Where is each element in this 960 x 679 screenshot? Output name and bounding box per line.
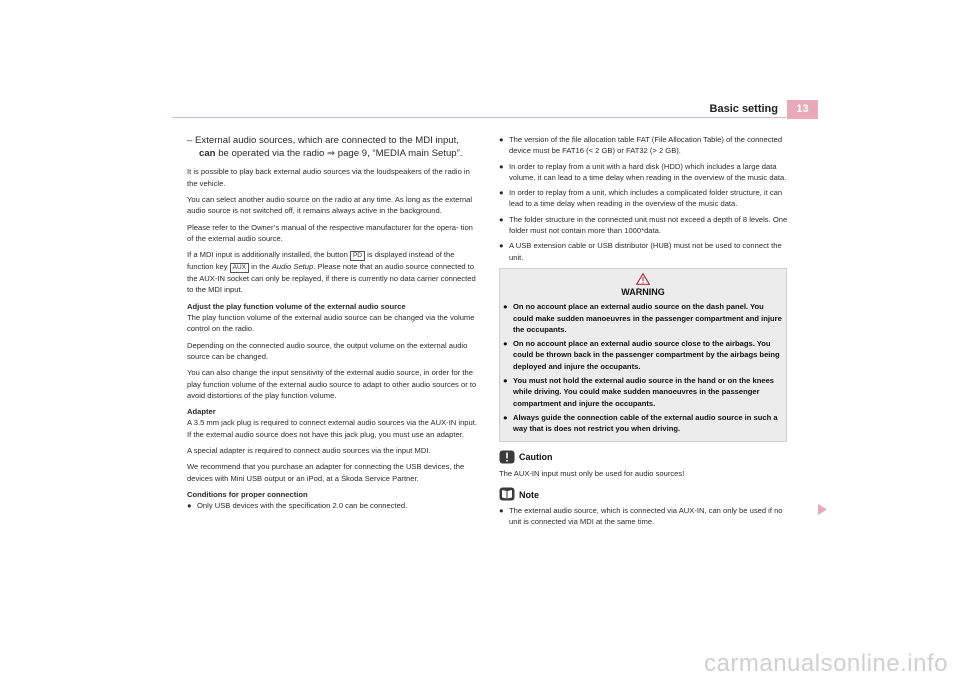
list-item-text: Only USB devices with the specification 2.0 can be connected. [197,501,408,511]
note-text: The external audio source, which is connected via AUX-IN, can only be used if no unit is connected via MDI at the same time. [509,505,783,527]
section-heading: Adapter [187,407,216,417]
right-column [499,134,789,531]
audio-setup-ref: Audio Setup [271,262,314,272]
instruction-step [187,134,477,160]
warning-triangle-icon [636,273,650,285]
warning-item [503,375,783,409]
instruction-link-text[interactable]: be operated via the radio ⇒ page 9, “MEDIA main Setup”. [218,148,463,160]
warning-item-text: You must not hold the external audio source in the hand or on the knees while driving. You could make sudden manoeuvres in the passenger compartment and injure the occupants. [513,376,775,408]
note-item [499,505,789,528]
warning-item-text: Always guide the connection cable of the external audio source in such a way that is does not restrict you when driving. [513,412,778,434]
paragraph: You can select another audio source on the radio at any time. As long as the external audio source is not switched off, it remains always active in the background. [187,195,473,216]
bullet-icon: ● [503,376,508,386]
paragraph: Please refer to the Owner’s manual of the respective manufacturer for the opera- tion of the external audio source. [187,222,473,243]
paragraph: We recommend that you purchase an adapter for connecting the USB devices, the devices with Mini USB output or an iPod, at a Škoda Service Partner. [187,462,465,483]
list-item [187,500,477,511]
instruction-bold: can [199,148,216,160]
left-column [187,134,477,516]
warning-item [503,412,783,435]
bullet-icon: ● [499,188,504,198]
bullet-icon: ● [187,501,192,511]
list-item-text: The version of the file allocation table FAT (File Allocation Table) of the connected device must be FAT16 (< 2 GB) or FAT32 (> 2 GB). [509,135,783,156]
warning-header [500,269,786,301]
text: in the [251,262,270,272]
next-page-arrow-icon[interactable] [818,504,827,515]
text: is displayed instead of the function key [187,250,455,272]
warning-item [503,301,783,335]
list-item [499,161,789,184]
paragraph-mdi [187,249,477,296]
caution-header [499,450,789,464]
section-heading: Adjust the play function volume of the external audio source [187,301,406,311]
instruction-text: – External audio sources, which are connected to the MDI input, [187,135,459,146]
list-item-text: A USB extension cable or USB distributor (HUB) must not be used to connect the unit. [509,241,782,262]
list-item-text: The folder structure in the connected unit must not exceed a depth of 8 levels. One folder must not contain more than 1000*data. [509,214,788,236]
list-item [499,214,789,237]
paragraph: A 3.5 mm jack plug is required to connect external audio sources via the AUX-IN input. If the external audio source does not have this jack plug, you must use an adapter. [187,418,477,439]
bullet-icon: ● [499,214,504,224]
bullet-icon: ● [499,241,504,251]
paragraph: Depending on the connected audio source, the output volume on the external audio source can be changed. [187,340,468,361]
text: If a MDI input is additionally installed, the button [187,250,348,260]
warning-item-text: On no account place an external audio source on the dash panel. You could make sudden manoeuvres in the passenger compartment and injure the occupants. [513,302,782,334]
page-header-title: Basic setting [709,103,778,115]
list-item [499,240,789,263]
bullet-icon: ● [503,302,508,312]
section-heading: Conditions for proper connection [187,489,308,499]
list-item-text: In order to replay from a unit, which includes a complicated folder structure, it can lead to a time delay when reading in the overview of the music data. [509,188,783,209]
paragraph: The play function volume of the external audio source can be changed via the volume control on the radio. [187,313,475,334]
list-item [499,187,789,210]
bullet-icon: ● [503,412,508,422]
bullet-icon: ● [503,339,508,349]
caution-title: Caution [519,452,553,463]
paragraph: A special adapter is required to connect audio sources via the input MDI. [187,446,431,456]
note-title: Note [519,489,539,500]
warning-box [499,268,787,442]
warning-item-text: On no account place an external audio source close to the airbags. You could be thrown back in the passenger compartment by the airbags being deployed and injure the occupants. [513,339,780,371]
aux-key: AUX [230,263,249,273]
note-header [499,487,789,501]
pd-key: PD [350,251,365,261]
caution-exclamation-icon [499,450,515,464]
paragraph: You can also change the input sensitivity of the external audio source, in order for the play function volume of the external audio source to adapt to other audio sources or to avoid distortions of the play function volume. [187,368,477,400]
bullet-icon: ● [499,135,504,144]
caution-text: The AUX-IN input must only be used for audio sources! [499,468,685,478]
text: . Please note that an audio source connected to the AUX-IN socket can only be replayed, if there is currently no data carrier connected to the MDI input. [187,262,476,295]
warning-title: WARNING [621,286,665,297]
bullet-icon: ● [499,505,504,515]
watermark: carmanualsonline.info [704,650,948,677]
header-rule [172,117,786,118]
list-item [499,134,789,157]
note-book-icon [499,487,515,501]
warning-body [500,301,786,440]
page-number: 13 [787,100,818,119]
bullet-icon: ● [499,161,504,171]
list-item-text: In order to replay from a unit with a hard disk (HDD) which includes a large data volume, it can lead to a time delay when reading in the overview of the music data. [509,161,787,182]
warning-item [503,338,783,372]
paragraph: It is possible to play back external audio sources via the loudspeakers of the radio in the vehicle. [187,167,470,188]
